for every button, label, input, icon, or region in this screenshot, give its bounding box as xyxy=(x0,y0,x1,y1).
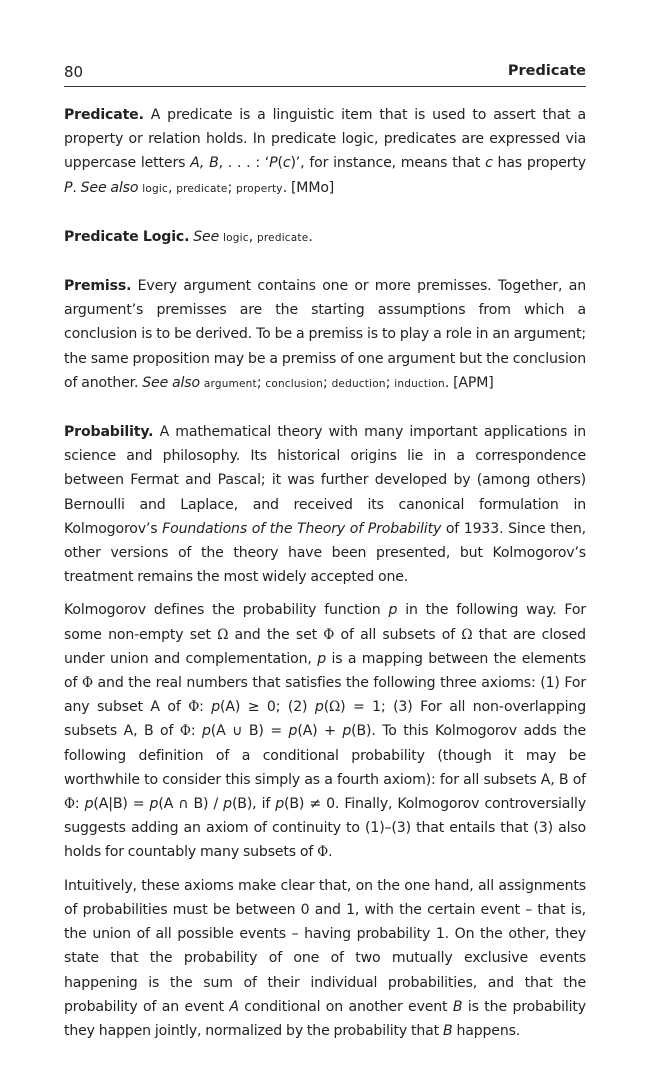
book-title: Foundations of the Theory of Probability xyxy=(162,520,442,537)
running-header xyxy=(64,62,586,87)
see: See xyxy=(193,228,220,245)
entry-predicate-logic: Predicate Logic. See logic, predicate. xyxy=(64,228,313,245)
cross-reference-predicate[interactable]: predicate xyxy=(257,231,309,244)
probability-axioms-paragraph: Kolmogorov defines the probability function p in the following way. For some non-empty set Ω and the set Φ of all subsets of Ω that are closed under union and complementation, p is a mapping between the elements of Φ and the real numbers that satisfies the following three axioms: (1) For any subset A of Φ: p(A) ≥ 0; (2) p(Ω) = 1; (3) For all non-overlapping subsets A, B of Φ: p(A ∪ B) = p(A) + p(B). To this Kolmogorov adds the following definition of a conditional probability (though it may be worthwhile to consider this simply as a fourth axiom): for all subsets A, B of Φ: p(A|B) = p(A ∩ B) / p(B), if p(B) ≠ 0. Finally, Kolmogorov controversially suggests adding an axiom of continuity to (1)–(3) that entails that (3) also holds for countably many subsets of Φ. xyxy=(64,602,587,861)
entry-premiss: Premiss. Every argument contains one or more premisses. Together, an argument’s premisses are the starting assumptions from which a conclusion is to be derived. To be a premiss is to play a role in an argument; the same proposition may be a premiss of one argument but the conclusion of another. See also argument; conclusion; deduction; induction. [APM] xyxy=(64,278,586,391)
entry-term: Predicate. xyxy=(64,107,144,123)
cross-reference-deduction[interactable]: deduction xyxy=(331,377,386,390)
cross-reference-conclusion[interactable]: conclusion xyxy=(265,377,324,390)
cross-reference-predicate[interactable]: predicate xyxy=(176,182,228,195)
entry-author: . [APM] xyxy=(444,374,494,391)
running-head: Predicate xyxy=(507,63,586,79)
entry-predicate: Predicate. A predicate is a linguistic item that is used to assert that a property or relation holds. In predicate logic, predicates are expressed via uppercase letters A, B, . . . : ‘P(c)’, for instance, means that c has property P. See also logic, predicate; property. [MMo] xyxy=(64,107,586,196)
cross-reference-logic[interactable]: logic xyxy=(223,231,249,244)
entry-term: Predicate Logic. xyxy=(64,228,190,245)
see-also: See also xyxy=(80,179,139,196)
entry-probability: Probability. A mathematical theory with many important applications in science and philosophy. Its historical origins lie in a correspondence between Fermat and Pascal; it was further developed by (among others) Bernoulli and Laplace, and received its canonical formulation in Kolmogorov’s Foundations of the Theory of Probability of 1933. Since then, other versions of the theory have been presented, but Kolmogorov’s treatment remains the most widely accepted one. xyxy=(64,424,587,586)
page-body xyxy=(64,103,586,1043)
cross-reference-property[interactable]: property xyxy=(236,182,283,195)
cross-reference-induction[interactable]: induction xyxy=(394,377,445,390)
page-number: 80 xyxy=(64,63,84,81)
entry-author: . [MMo] xyxy=(282,179,335,196)
see-also: See also xyxy=(142,374,200,391)
probability-intuition-paragraph: Intuitively, these axioms make clear that, on the one hand, all assignments of probabilities must be between 0 and 1, with the certain event – that is, the union of all possible events – having probability 1. On the other, they state that the probability of one of two mutually exclusive events happening is the sum of their individual probabilities, and that the probability of an event A conditional on another event B is the probability they happen jointly, normalized by the probability that B happens. xyxy=(64,877,586,1039)
entry-term: Premiss. xyxy=(64,278,132,295)
entry-term: Probability. xyxy=(64,424,154,441)
cross-reference-logic[interactable]: logic xyxy=(142,182,168,195)
cross-reference-argument[interactable]: argument xyxy=(203,377,257,390)
